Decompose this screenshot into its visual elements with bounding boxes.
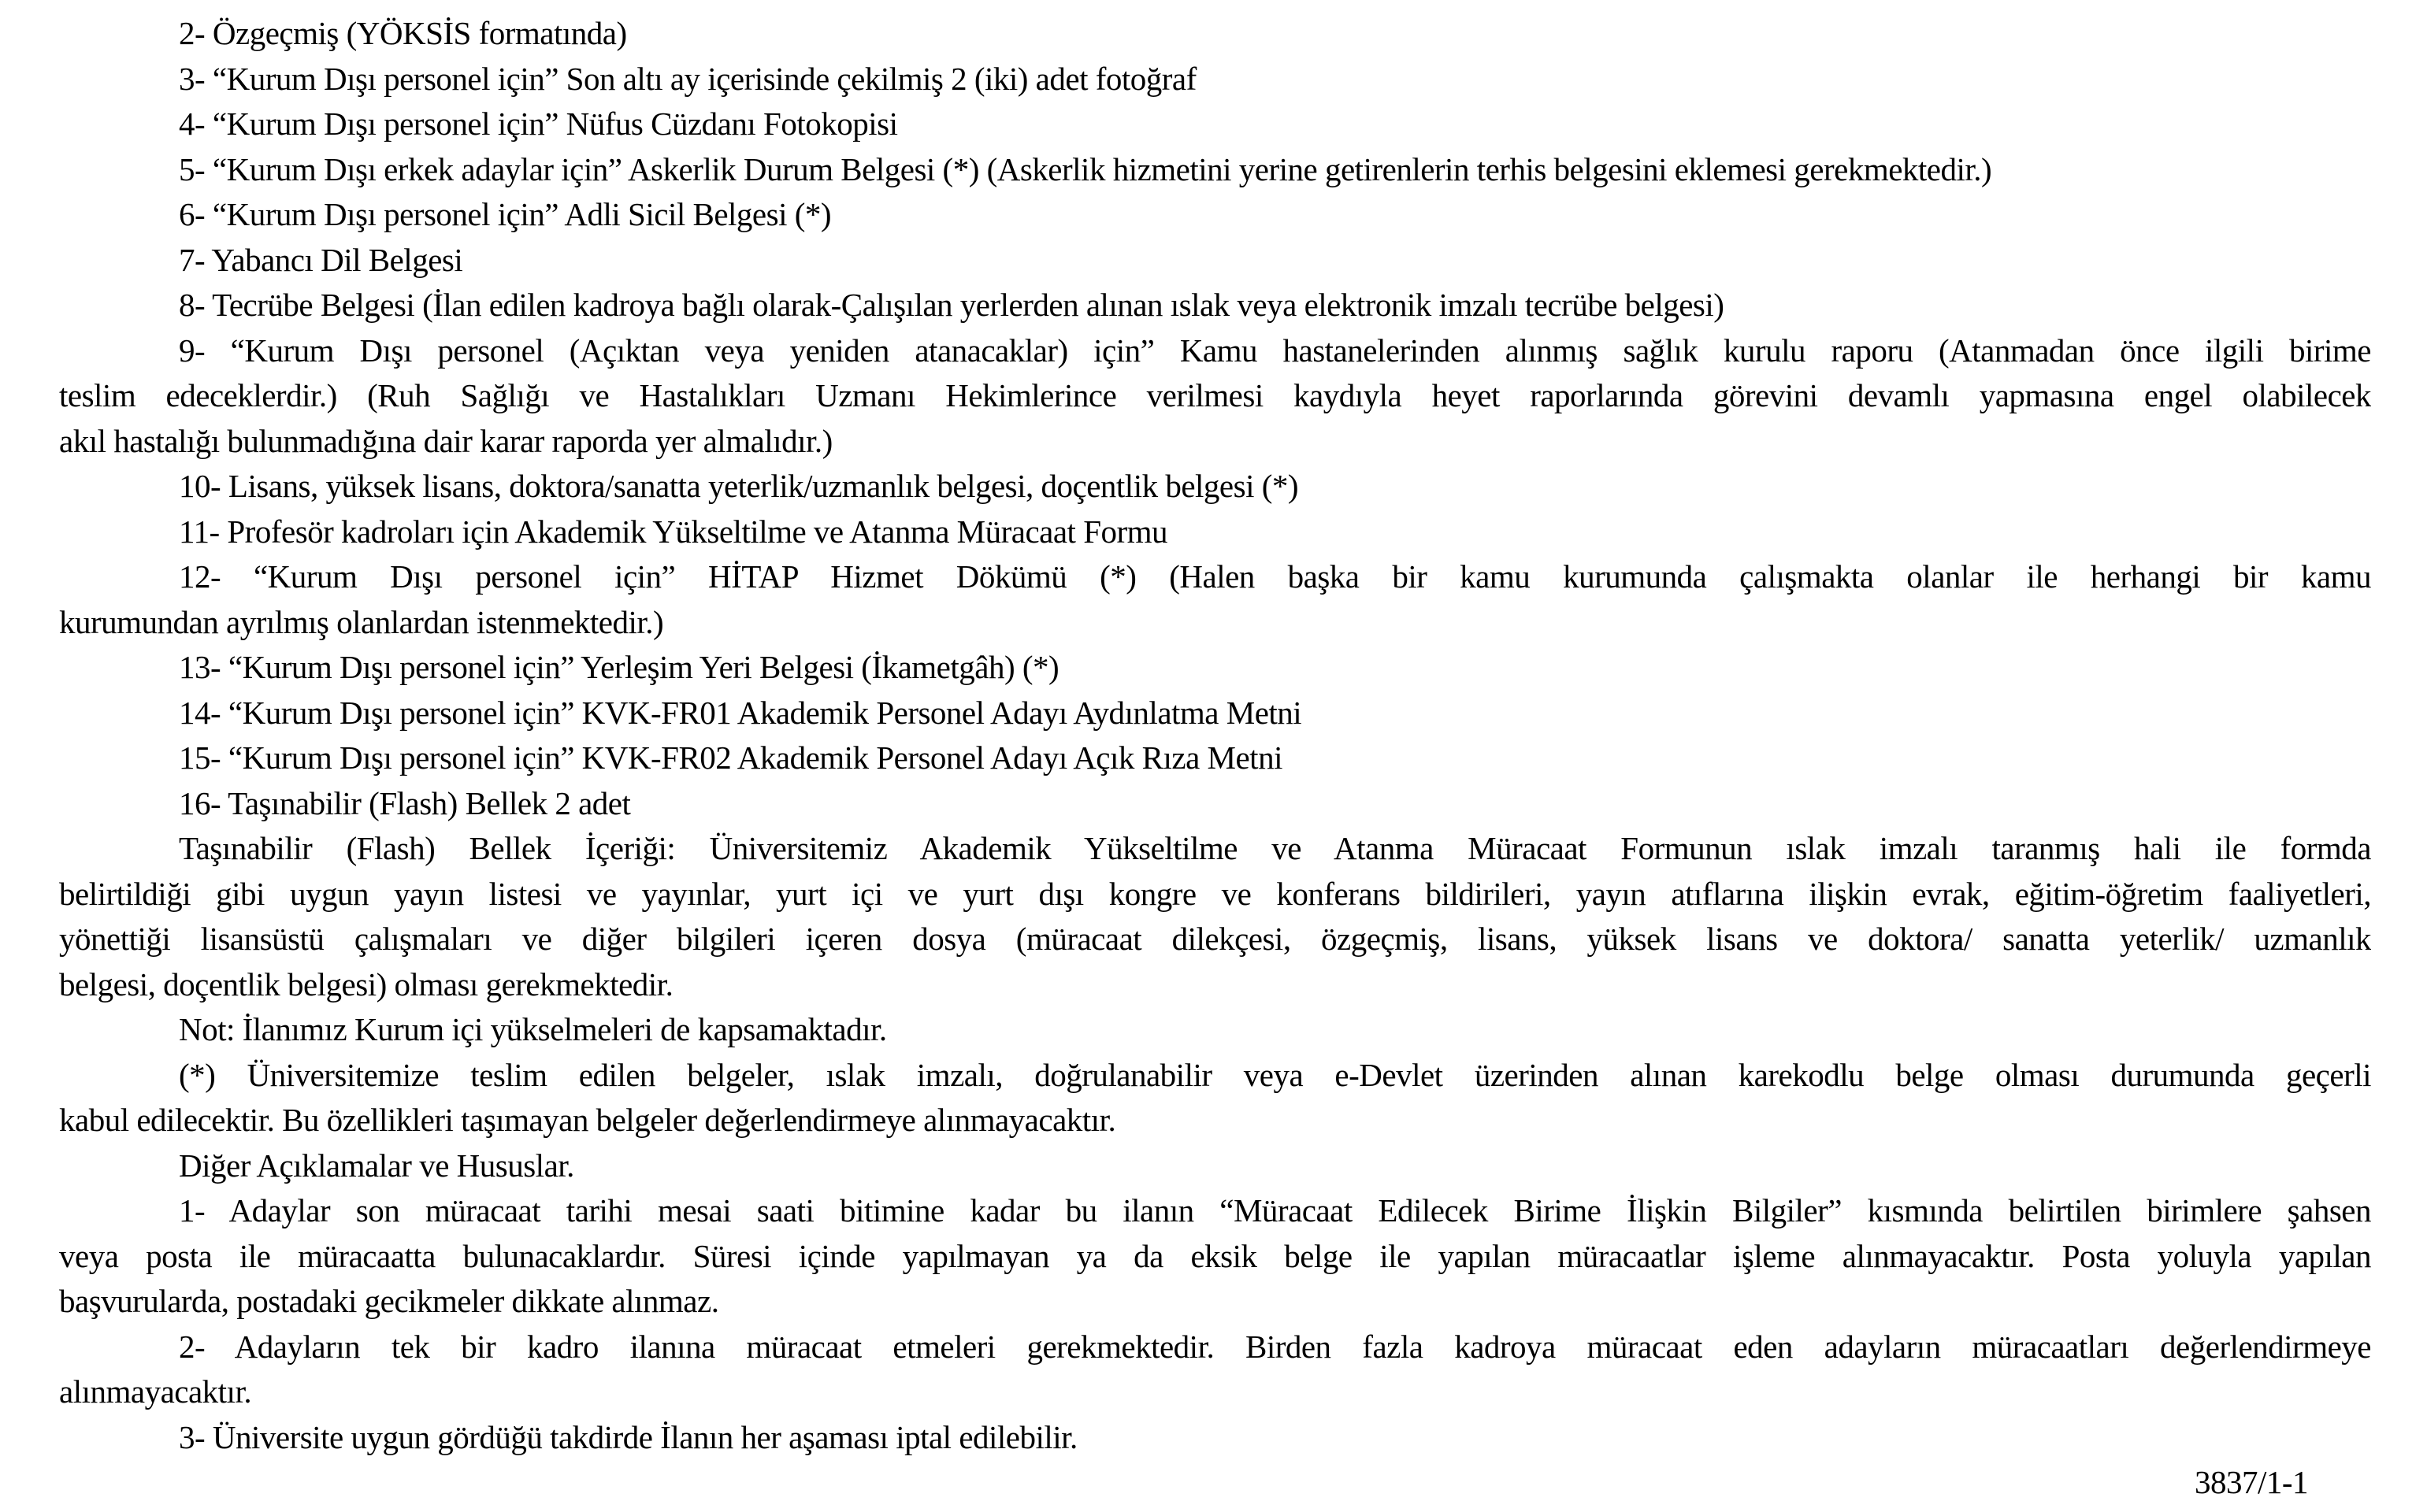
- text-line: 6- “Kurum Dışı personel için” Adli Sicil Belgesi (*): [179, 196, 832, 232]
- text-line: 7- Yabancı Dil Belgesi: [179, 241, 463, 278]
- text-line: (*) Üniversitemize teslim edilen belgeler, ıslak imzalı, doğrulanabilir veya e-Devlet üzerinden alınan karekodlu belge olması durumunda geçerli: [179, 1056, 2371, 1093]
- text-line: 3- Üniversite uygun gördüğü takdirde İlanın her aşaması iptal edilebilir.: [179, 1418, 1078, 1455]
- text-line: veya posta ile müracaatta bulunacaklardır. Süresi içinde yapılmayan ya da eksik belge ile yapılan müracaatlar işleme alınmayacaktır. Posta yoluyla yapılan: [59, 1237, 2371, 1274]
- text-line: 2- Özgeçmiş (YÖKSİS formatında): [179, 15, 627, 51]
- text-line: Taşınabilir (Flash) Bellek İçeriği: Üniversitemiz Akademik Yükseltilme ve Atanma Müracaat Formunun ıslak imzalı taranmış hali ile formda: [179, 830, 2371, 866]
- text-line: kabul edilecektir. Bu özellikleri taşımayan belgeler değerlendirmeye alınmayacaktır.: [59, 1102, 1116, 1138]
- text-line: 2- Adayların tek bir kadro ilanına müracaat etmeleri gerekmektedir. Birden fazla kadroya müracaat eden adayların müracaatları değerlendirmeye: [179, 1328, 2371, 1365]
- text-line: 15- “Kurum Dışı personel için” KVK-FR02 Akademik Personel Adayı Açık Rıza Metni: [179, 739, 1282, 776]
- text-line: alınmayacaktır.: [59, 1373, 252, 1410]
- text-line: akıl hastalığı bulunmadığına dair karar raporda yer almalıdır.): [59, 422, 833, 459]
- text-line: belgesi, doçentlik belgesi) olması gerekmektedir.: [59, 965, 674, 1002]
- text-line: Diğer Açıklamalar ve Hususlar.: [179, 1147, 574, 1184]
- text-line: yönettiği lisansüstü çalışmaları ve diğer bilgileri içeren dosya (müracaat dilekçesi, özgeçmiş, lisans, yüksek lisans ve doktora/ sanatta yeterlik/ uzmanlık: [59, 921, 2371, 957]
- text-line: 11- Profesör kadroları için Akademik Yükseltilme ve Atanma Müracaat Formu: [179, 513, 1168, 550]
- text-line: başvurularda, postadaki gecikmeler dikkate alınmaz.: [59, 1283, 719, 1319]
- text-line: 9- “Kurum Dışı personel (Açıktan veya yeniden atanacaklar) için” Kamu hastanelerinden alınmış sağlık kurulu raporu (Atanmadan önce ilgili birime: [179, 332, 2371, 369]
- text-line: kurumundan ayrılmış olanlardan istenmektedir.): [59, 603, 664, 640]
- text-line: 13- “Kurum Dışı personel için” Yerleşim Yeri Belgesi (İkametgâh) (*): [179, 649, 1059, 685]
- text-line: 1- Adaylar son müracaat tarihi mesai saati bitimine kadar bu ilanın “Müracaat Edilecek Birime İlişkin Bilgiler” kısmında belirtilen birimlere şahsen: [179, 1192, 2371, 1228]
- text-line: Not: İlanımız Kurum içi yükselmeleri de kapsamaktadır.: [179, 1011, 887, 1047]
- document-text: [59, 11, 2371, 1506]
- text-line: 4- “Kurum Dışı personel için” Nüfus Cüzdanı Fotokopisi: [179, 106, 898, 142]
- announcement-ref: 3837/1-1: [2194, 1464, 2308, 1500]
- text-line: 14- “Kurum Dışı personel için” KVK-FR01 Akademik Personel Adayı Aydınlatma Metni: [179, 694, 1302, 731]
- text-line: 10- Lisans, yüksek lisans, doktora/sanatta yeterlik/uzmanlık belgesi, doçentlik belgesi (*): [179, 468, 1299, 504]
- text-line: teslim edeceklerdir.) (Ruh Sağlığı ve Hastalıkları Uzmanı Hekimlerince verilmesi kaydıyla heyet raporlarında görevini devamlı yapmasına engel olabilecek: [59, 377, 2371, 413]
- text-line: 3- “Kurum Dışı personel için” Son altı ay içerisinde çekilmiş 2 (iki) adet fotoğraf: [179, 60, 1197, 97]
- text-line: 16- Taşınabilir (Flash) Bellek 2 adet: [179, 784, 631, 821]
- text-line: belirtildiği gibi uygun yayın listesi ve yayınlar, yurt içi ve yurt dışı kongre ve konferans bildirileri, yayın atıflarına ilişkin evrak, eğitim-öğretim faaliyetleri,: [59, 875, 2371, 912]
- text-line: 12- “Kurum Dışı personel için” HİTAP Hizmet Dökümü (*) (Halen başka bir kamu kurumunda çalışmakta olanlar ile herhangi bir kamu: [179, 558, 2371, 595]
- text-line: 8- Tecrübe Belgesi (İlan edilen kadroya bağlı olarak-Çalışılan yerlerden alınan ıslak veya elektronik imzalı tecrübe belgesi): [179, 287, 1724, 323]
- text-line: 5- “Kurum Dışı erkek adaylar için” Askerlik Durum Belgesi (*) (Askerlik hizmetini yerine getirenlerin terhis belgesini eklemesi gerekmektedir.): [179, 150, 1992, 187]
